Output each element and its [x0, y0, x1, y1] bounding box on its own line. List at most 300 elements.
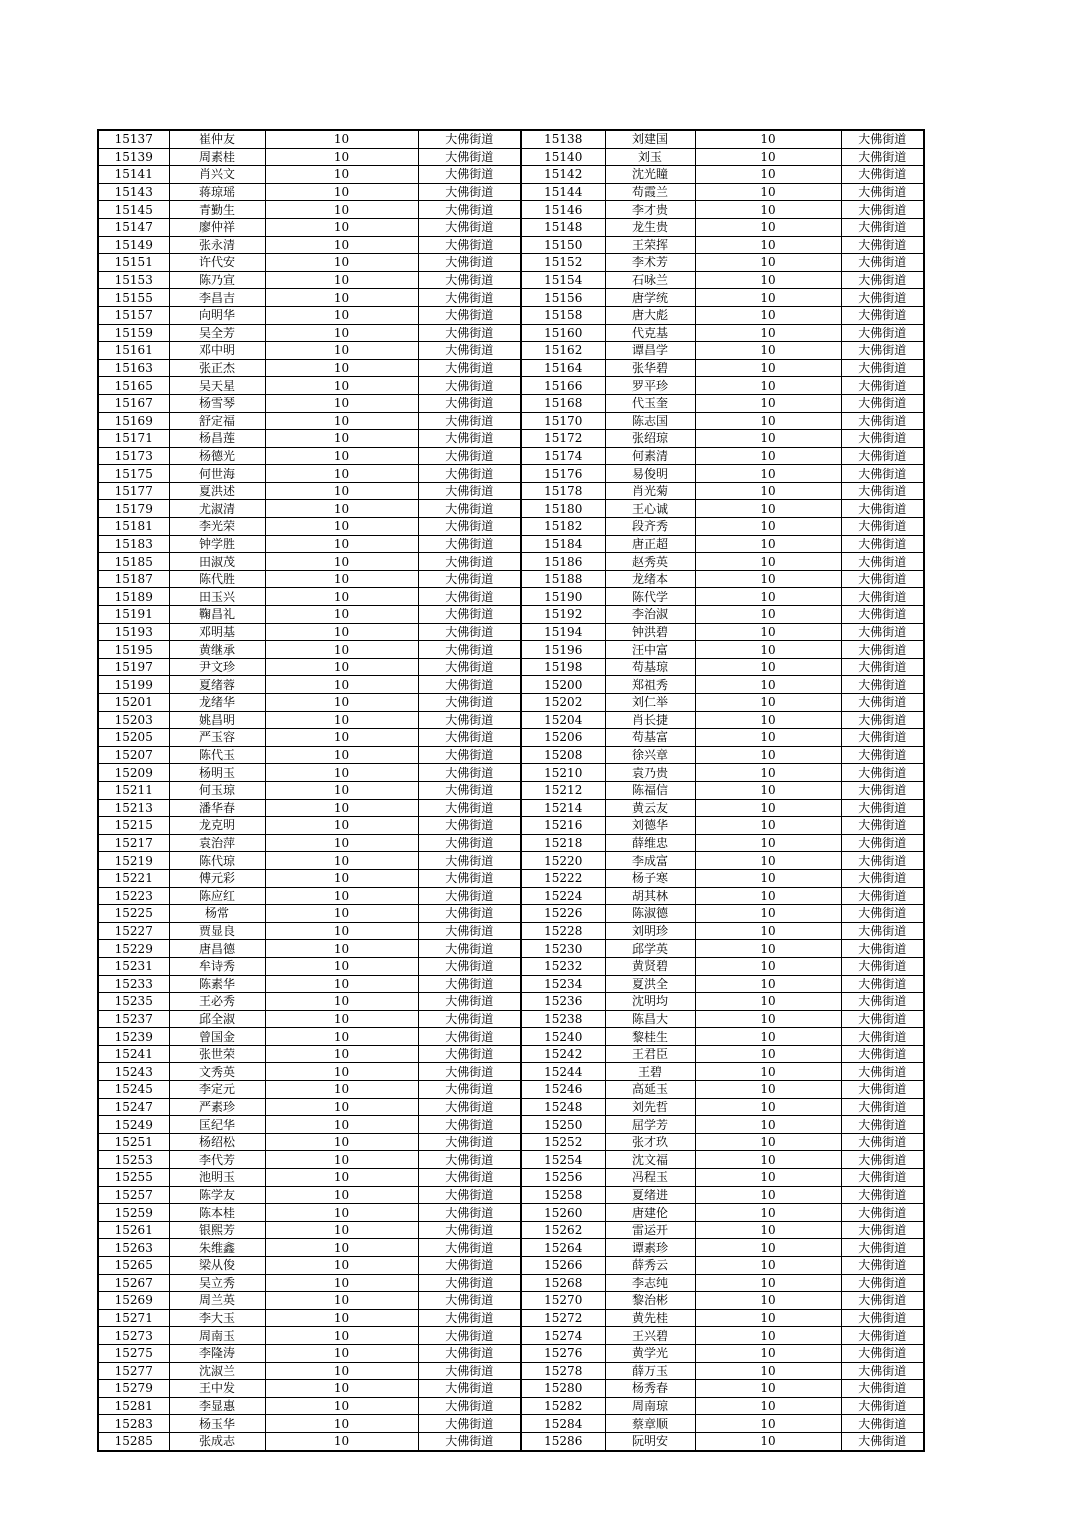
- cell-street-right: 大佛街道: [841, 1274, 924, 1292]
- cell-amount-right: 10: [695, 606, 841, 624]
- cell-name-left: 沈淑兰: [169, 1362, 265, 1380]
- cell-street-left: 大佛街道: [418, 535, 521, 553]
- cell-name-right: 陈福信: [605, 781, 695, 799]
- cell-id-left: 15277: [98, 1362, 169, 1380]
- cell-id-right: 15230: [521, 940, 605, 958]
- table-row: [98, 1432, 924, 1450]
- cell-name-right: 唐正超: [605, 535, 695, 553]
- cell-amount-right: 10: [695, 377, 841, 395]
- cell-name-left: 陈代胜: [169, 570, 265, 588]
- cell-name-right: 刘玉: [605, 148, 695, 166]
- cell-street-left: 大佛街道: [418, 1415, 521, 1433]
- cell-street-right: 大佛街道: [841, 781, 924, 799]
- cell-amount-left: 10: [265, 1239, 418, 1257]
- cell-street-right: 大佛街道: [841, 1151, 924, 1169]
- cell-name-right: 陈志国: [605, 412, 695, 430]
- table-row: [98, 1362, 924, 1380]
- cell-street-right: 大佛街道: [841, 412, 924, 430]
- cell-street-right: 大佛街道: [841, 1186, 924, 1204]
- cell-id-left: 15149: [98, 236, 169, 254]
- table-row: [98, 993, 924, 1011]
- cell-street-right: 大佛街道: [841, 658, 924, 676]
- cell-name-right: 薛秀云: [605, 1257, 695, 1275]
- cell-street-right: 大佛街道: [841, 869, 924, 887]
- cell-id-right: 15236: [521, 993, 605, 1011]
- cell-street-right: 大佛街道: [841, 1415, 924, 1433]
- cell-name-left: 许代安: [169, 254, 265, 272]
- table-row: [98, 869, 924, 887]
- cell-id-right: 15266: [521, 1257, 605, 1275]
- cell-street-right: 大佛街道: [841, 183, 924, 201]
- cell-amount-right: 10: [695, 359, 841, 377]
- cell-id-right: 15174: [521, 447, 605, 465]
- cell-street-right: 大佛街道: [841, 764, 924, 782]
- cell-amount-right: 10: [695, 746, 841, 764]
- cell-street-right: 大佛街道: [841, 1081, 924, 1099]
- cell-amount-right: 10: [695, 1151, 841, 1169]
- cell-amount-right: 10: [695, 1081, 841, 1099]
- cell-amount-right: 10: [695, 1221, 841, 1239]
- cell-name-right: 代克基: [605, 324, 695, 342]
- cell-street-left: 大佛街道: [418, 887, 521, 905]
- cell-amount-right: 10: [695, 834, 841, 852]
- cell-id-left: 15267: [98, 1274, 169, 1292]
- cell-street-right: 大佛街道: [841, 1239, 924, 1257]
- cell-street-left: 大佛街道: [418, 412, 521, 430]
- cell-amount-left: 10: [265, 1045, 418, 1063]
- cell-amount-left: 10: [265, 817, 418, 835]
- cell-id-right: 15196: [521, 641, 605, 659]
- cell-amount-right: 10: [695, 254, 841, 272]
- cell-name-right: 段齐秀: [605, 518, 695, 536]
- cell-amount-right: 10: [695, 711, 841, 729]
- cell-amount-right: 10: [695, 518, 841, 536]
- cell-amount-left: 10: [265, 623, 418, 641]
- cell-street-right: 大佛街道: [841, 1327, 924, 1345]
- cell-amount-left: 10: [265, 218, 418, 236]
- cell-amount-right: 10: [695, 482, 841, 500]
- cell-id-right: 15198: [521, 658, 605, 676]
- cell-name-left: 李大玉: [169, 1309, 265, 1327]
- table-row: [98, 658, 924, 676]
- table-row: [98, 799, 924, 817]
- cell-amount-left: 10: [265, 1116, 418, 1134]
- table-row: [98, 289, 924, 307]
- cell-amount-right: 10: [695, 764, 841, 782]
- table-row: [98, 1028, 924, 1046]
- cell-name-left: 邓明基: [169, 623, 265, 641]
- cell-street-right: 大佛街道: [841, 746, 924, 764]
- cell-name-right: 黄云友: [605, 799, 695, 817]
- cell-amount-left: 10: [265, 447, 418, 465]
- cell-street-left: 大佛街道: [418, 905, 521, 923]
- cell-name-left: 杨雪琴: [169, 394, 265, 412]
- cell-id-left: 15235: [98, 993, 169, 1011]
- table-row: [98, 940, 924, 958]
- cell-name-left: 舒定福: [169, 412, 265, 430]
- cell-id-right: 15284: [521, 1415, 605, 1433]
- cell-street-right: 大佛街道: [841, 1045, 924, 1063]
- cell-id-right: 15204: [521, 711, 605, 729]
- cell-amount-left: 10: [265, 834, 418, 852]
- cell-amount-left: 10: [265, 570, 418, 588]
- cell-amount-left: 10: [265, 183, 418, 201]
- cell-id-right: 15158: [521, 306, 605, 324]
- cell-name-right: 谭昌学: [605, 342, 695, 360]
- cell-amount-right: 10: [695, 1380, 841, 1398]
- cell-street-left: 大佛街道: [418, 1098, 521, 1116]
- cell-street-right: 大佛街道: [841, 1362, 924, 1380]
- cell-id-left: 15203: [98, 711, 169, 729]
- cell-id-left: 15217: [98, 834, 169, 852]
- cell-name-right: 石咏兰: [605, 271, 695, 289]
- cell-amount-right: 10: [695, 1309, 841, 1327]
- cell-id-right: 15262: [521, 1221, 605, 1239]
- cell-street-left: 大佛街道: [418, 1151, 521, 1169]
- cell-amount-right: 10: [695, 1116, 841, 1134]
- cell-street-right: 大佛街道: [841, 166, 924, 184]
- cell-name-right: 王心诚: [605, 500, 695, 518]
- cell-name-right: 代玉奎: [605, 394, 695, 412]
- cell-amount-left: 10: [265, 1169, 418, 1187]
- cell-amount-left: 10: [265, 1415, 418, 1433]
- cell-street-right: 大佛街道: [841, 1221, 924, 1239]
- cell-name-left: 姚昌明: [169, 711, 265, 729]
- cell-name-left: 何世海: [169, 465, 265, 483]
- cell-name-left: 邓中明: [169, 342, 265, 360]
- cell-amount-right: 10: [695, 553, 841, 571]
- cell-amount-left: 10: [265, 852, 418, 870]
- cell-name-right: 杨秀春: [605, 1380, 695, 1398]
- cell-name-right: 袁乃贵: [605, 764, 695, 782]
- cell-amount-right: 10: [695, 535, 841, 553]
- cell-name-right: 王君臣: [605, 1045, 695, 1063]
- cell-id-left: 15245: [98, 1081, 169, 1099]
- cell-name-left: 陈应红: [169, 887, 265, 905]
- cell-street-right: 大佛街道: [841, 711, 924, 729]
- table-row: [98, 905, 924, 923]
- cell-street-left: 大佛街道: [418, 940, 521, 958]
- cell-street-right: 大佛街道: [841, 588, 924, 606]
- cell-name-left: 张永清: [169, 236, 265, 254]
- cell-id-left: 15141: [98, 166, 169, 184]
- cell-name-left: 陈代琼: [169, 852, 265, 870]
- cell-amount-right: 10: [695, 342, 841, 360]
- cell-name-right: 邱学英: [605, 940, 695, 958]
- table-row: [98, 1098, 924, 1116]
- roster-table: [97, 129, 925, 1452]
- cell-name-left: 李光荣: [169, 518, 265, 536]
- cell-amount-left: 10: [265, 1063, 418, 1081]
- cell-id-right: 15150: [521, 236, 605, 254]
- cell-name-right: 苟霞兰: [605, 183, 695, 201]
- cell-id-left: 15179: [98, 500, 169, 518]
- table-row: [98, 1133, 924, 1151]
- cell-id-right: 15144: [521, 183, 605, 201]
- table-row: [98, 1221, 924, 1239]
- cell-name-right: 沈光瞳: [605, 166, 695, 184]
- cell-amount-right: 10: [695, 869, 841, 887]
- cell-amount-left: 10: [265, 1133, 418, 1151]
- cell-amount-left: 10: [265, 236, 418, 254]
- cell-id-left: 15227: [98, 922, 169, 940]
- table-row: [98, 764, 924, 782]
- cell-name-left: 严素珍: [169, 1098, 265, 1116]
- cell-name-right: 苟基富: [605, 729, 695, 747]
- cell-id-right: 15220: [521, 852, 605, 870]
- cell-street-right: 大佛街道: [841, 799, 924, 817]
- cell-amount-left: 10: [265, 535, 418, 553]
- cell-street-right: 大佛街道: [841, 1063, 924, 1081]
- cell-id-left: 15271: [98, 1309, 169, 1327]
- cell-street-left: 大佛街道: [418, 148, 521, 166]
- cell-street-left: 大佛街道: [418, 430, 521, 448]
- cell-amount-left: 10: [265, 324, 418, 342]
- cell-id-right: 15194: [521, 623, 605, 641]
- cell-street-left: 大佛街道: [418, 852, 521, 870]
- cell-name-right: 王荣挥: [605, 236, 695, 254]
- cell-street-left: 大佛街道: [418, 658, 521, 676]
- cell-amount-right: 10: [695, 993, 841, 1011]
- cell-amount-right: 10: [695, 394, 841, 412]
- cell-id-right: 15248: [521, 1098, 605, 1116]
- cell-street-right: 大佛街道: [841, 1204, 924, 1222]
- cell-name-right: 李治淑: [605, 606, 695, 624]
- cell-name-right: 张才玖: [605, 1133, 695, 1151]
- cell-amount-left: 10: [265, 130, 418, 148]
- table-row: [98, 711, 924, 729]
- cell-amount-left: 10: [265, 781, 418, 799]
- table-row: [98, 588, 924, 606]
- cell-name-right: 谭素珍: [605, 1239, 695, 1257]
- cell-id-left: 15261: [98, 1221, 169, 1239]
- cell-id-left: 15189: [98, 588, 169, 606]
- cell-id-right: 15184: [521, 535, 605, 553]
- cell-id-left: 15219: [98, 852, 169, 870]
- cell-amount-left: 10: [265, 1380, 418, 1398]
- cell-id-left: 15213: [98, 799, 169, 817]
- cell-name-left: 张成志: [169, 1432, 265, 1450]
- cell-street-right: 大佛街道: [841, 1292, 924, 1310]
- cell-name-right: 苟基琼: [605, 658, 695, 676]
- table-row: [98, 834, 924, 852]
- cell-id-right: 15206: [521, 729, 605, 747]
- cell-id-right: 15200: [521, 676, 605, 694]
- cell-id-left: 15233: [98, 975, 169, 993]
- table-row: [98, 694, 924, 712]
- cell-amount-right: 10: [695, 1292, 841, 1310]
- cell-id-right: 15264: [521, 1239, 605, 1257]
- cell-id-left: 15221: [98, 869, 169, 887]
- cell-amount-left: 10: [265, 606, 418, 624]
- cell-id-left: 15139: [98, 148, 169, 166]
- cell-name-left: 杨昌莲: [169, 430, 265, 448]
- cell-name-right: 黄先桂: [605, 1309, 695, 1327]
- cell-amount-left: 10: [265, 957, 418, 975]
- cell-name-left: 陈素华: [169, 975, 265, 993]
- cell-name-right: 刘先哲: [605, 1098, 695, 1116]
- cell-name-left: 何玉琼: [169, 781, 265, 799]
- cell-name-left: 李代芳: [169, 1151, 265, 1169]
- table-row: [98, 1397, 924, 1415]
- cell-street-right: 大佛街道: [841, 359, 924, 377]
- cell-street-right: 大佛街道: [841, 324, 924, 342]
- cell-name-left: 王中发: [169, 1380, 265, 1398]
- table-row: [98, 1116, 924, 1134]
- cell-name-right: 李志纯: [605, 1274, 695, 1292]
- cell-id-left: 15187: [98, 570, 169, 588]
- cell-amount-right: 10: [695, 324, 841, 342]
- cell-amount-right: 10: [695, 676, 841, 694]
- cell-amount-right: 10: [695, 183, 841, 201]
- cell-amount-right: 10: [695, 729, 841, 747]
- cell-id-left: 15285: [98, 1432, 169, 1450]
- cell-name-left: 梁从俊: [169, 1257, 265, 1275]
- cell-name-left: 龙克明: [169, 817, 265, 835]
- cell-name-left: 杨明玉: [169, 764, 265, 782]
- cell-id-right: 15152: [521, 254, 605, 272]
- cell-street-right: 大佛街道: [841, 447, 924, 465]
- cell-id-right: 15214: [521, 799, 605, 817]
- cell-amount-left: 10: [265, 694, 418, 712]
- cell-amount-right: 10: [695, 1010, 841, 1028]
- cell-street-right: 大佛街道: [841, 1133, 924, 1151]
- cell-id-left: 15255: [98, 1169, 169, 1187]
- cell-name-left: 李昌吉: [169, 289, 265, 307]
- cell-amount-left: 10: [265, 482, 418, 500]
- table-row: [98, 1274, 924, 1292]
- cell-street-left: 大佛街道: [418, 1081, 521, 1099]
- cell-amount-left: 10: [265, 553, 418, 571]
- cell-name-left: 李显惠: [169, 1397, 265, 1415]
- cell-name-right: 钟洪碧: [605, 623, 695, 641]
- cell-street-right: 大佛街道: [841, 1344, 924, 1362]
- cell-id-left: 15207: [98, 746, 169, 764]
- cell-amount-left: 10: [265, 306, 418, 324]
- cell-name-right: 李才贵: [605, 201, 695, 219]
- cell-id-right: 15156: [521, 289, 605, 307]
- cell-id-right: 15276: [521, 1344, 605, 1362]
- cell-street-left: 大佛街道: [418, 218, 521, 236]
- cell-id-left: 15143: [98, 183, 169, 201]
- cell-street-left: 大佛街道: [418, 694, 521, 712]
- cell-name-left: 周兰英: [169, 1292, 265, 1310]
- cell-id-left: 15151: [98, 254, 169, 272]
- cell-id-right: 15190: [521, 588, 605, 606]
- cell-id-right: 15242: [521, 1045, 605, 1063]
- cell-amount-left: 10: [265, 922, 418, 940]
- cell-name-left: 王必秀: [169, 993, 265, 1011]
- cell-street-left: 大佛街道: [418, 500, 521, 518]
- table-row: [98, 975, 924, 993]
- cell-street-right: 大佛街道: [841, 394, 924, 412]
- cell-amount-right: 10: [695, 940, 841, 958]
- cell-amount-right: 10: [695, 922, 841, 940]
- cell-id-right: 15170: [521, 412, 605, 430]
- cell-name-left: 肖兴文: [169, 166, 265, 184]
- table-row: [98, 482, 924, 500]
- cell-street-right: 大佛街道: [841, 570, 924, 588]
- cell-street-right: 大佛街道: [841, 148, 924, 166]
- cell-name-right: 刘明珍: [605, 922, 695, 940]
- cell-name-right: 夏绪进: [605, 1186, 695, 1204]
- cell-name-left: 陈乃宣: [169, 271, 265, 289]
- cell-id-right: 15216: [521, 817, 605, 835]
- cell-street-left: 大佛街道: [418, 1028, 521, 1046]
- cell-amount-right: 10: [695, 641, 841, 659]
- cell-amount-left: 10: [265, 1362, 418, 1380]
- cell-id-left: 15167: [98, 394, 169, 412]
- cell-street-left: 大佛街道: [418, 799, 521, 817]
- cell-amount-left: 10: [265, 940, 418, 958]
- cell-street-left: 大佛街道: [418, 1362, 521, 1380]
- cell-amount-right: 10: [695, 1239, 841, 1257]
- cell-amount-right: 10: [695, 1028, 841, 1046]
- cell-id-left: 15237: [98, 1010, 169, 1028]
- table-row: [98, 729, 924, 747]
- cell-name-left: 杨玉华: [169, 1415, 265, 1433]
- cell-amount-right: 10: [695, 148, 841, 166]
- cell-id-left: 15191: [98, 606, 169, 624]
- table-row: [98, 676, 924, 694]
- table-row: [98, 148, 924, 166]
- cell-name-right: 冯程玉: [605, 1169, 695, 1187]
- cell-id-left: 15181: [98, 518, 169, 536]
- cell-street-right: 大佛街道: [841, 922, 924, 940]
- cell-amount-right: 10: [695, 623, 841, 641]
- cell-name-right: 周南琼: [605, 1397, 695, 1415]
- cell-id-right: 15268: [521, 1274, 605, 1292]
- cell-id-right: 15250: [521, 1116, 605, 1134]
- table-row: [98, 218, 924, 236]
- cell-name-left: 田玉兴: [169, 588, 265, 606]
- cell-name-right: 阮明安: [605, 1432, 695, 1450]
- cell-id-right: 15138: [521, 130, 605, 148]
- cell-amount-left: 10: [265, 764, 418, 782]
- cell-id-right: 15238: [521, 1010, 605, 1028]
- cell-name-right: 郑祖秀: [605, 676, 695, 694]
- cell-street-right: 大佛街道: [841, 430, 924, 448]
- cell-id-left: 15173: [98, 447, 169, 465]
- table-row: [98, 1081, 924, 1099]
- cell-id-right: 15160: [521, 324, 605, 342]
- cell-amount-left: 10: [265, 1274, 418, 1292]
- cell-street-left: 大佛街道: [418, 1063, 521, 1081]
- cell-street-left: 大佛街道: [418, 482, 521, 500]
- cell-amount-left: 10: [265, 1081, 418, 1099]
- cell-amount-right: 10: [695, 887, 841, 905]
- cell-street-left: 大佛街道: [418, 1221, 521, 1239]
- cell-amount-left: 10: [265, 588, 418, 606]
- cell-street-left: 大佛街道: [418, 729, 521, 747]
- cell-street-left: 大佛街道: [418, 1239, 521, 1257]
- cell-street-left: 大佛街道: [418, 394, 521, 412]
- cell-id-left: 15229: [98, 940, 169, 958]
- cell-street-right: 大佛街道: [841, 606, 924, 624]
- cell-id-right: 15178: [521, 482, 605, 500]
- cell-street-right: 大佛街道: [841, 1257, 924, 1275]
- cell-name-left: 崔仲友: [169, 130, 265, 148]
- cell-id-left: 15263: [98, 1239, 169, 1257]
- cell-name-left: 夏绪蓉: [169, 676, 265, 694]
- table-row: [98, 922, 924, 940]
- cell-name-right: 龙绪本: [605, 570, 695, 588]
- cell-street-left: 大佛街道: [418, 1186, 521, 1204]
- cell-id-right: 15208: [521, 746, 605, 764]
- cell-street-left: 大佛街道: [418, 377, 521, 395]
- table-row: [98, 641, 924, 659]
- cell-amount-right: 10: [695, 166, 841, 184]
